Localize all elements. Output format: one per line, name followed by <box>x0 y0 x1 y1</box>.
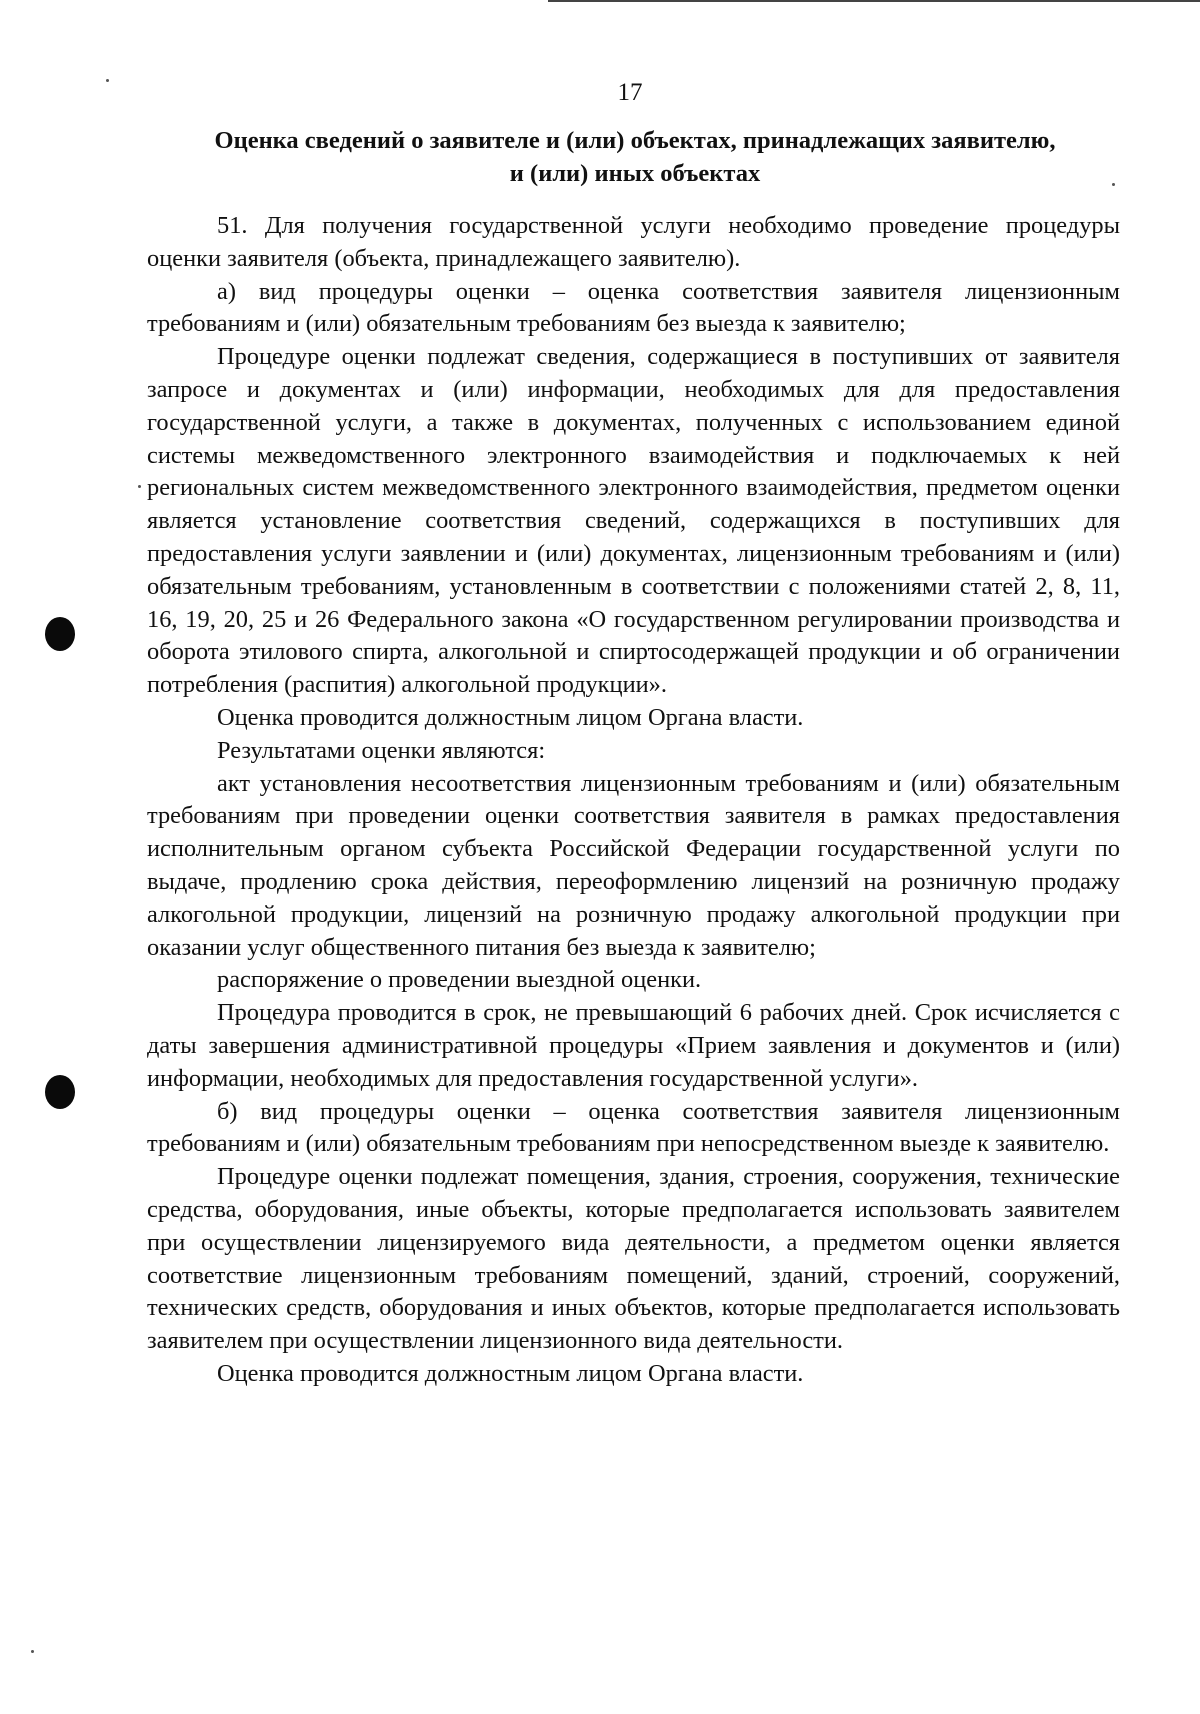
paragraph-result-act: акт установления несоответствия лицензионным требованиям и (или) обязательным требованиям при проведении оценки соответствия заявителя в рамках предоставления исполнительным органом субъекта Российской Федерации государственной услуги по выдаче, продлению срока действия, переоформлению лицензий на розничную продажу алкогольной продукции, лицензий на розничную продажу алкогольной продукции при оказании услуг общественного питания без выезда к заявителю; <box>147 769 1120 961</box>
paragraph-subpoint-a: а) вид процедуры оценки – оценка соответствия заявителя лицензионным требованиям и (или) обязательным требованиям без выезда к заявителю; <box>147 277 1120 338</box>
section-heading-line: Оценка сведений о заявителе и (или) объектах, принадлежащих заявителю, <box>214 127 1056 154</box>
paragraph-onsite-subject: Процедуре оценки подлежат помещения, здания, строения, сооружения, технические средства, оборудования, иные объекты, которые предполагается использовать заявителем при осуществлении лицензируемого вида деятельности, а предметом оценки является соответствие лицензионным требованиям помещений, зданий, строений, сооружений, технических средств, оборудования и иных объектов, которые предполагается использовать заявителем при осуществлении лицензионного вида деятельности. <box>147 1163 1120 1355</box>
paragraph-51-intro: 51. Для получения государственной услуги необходимо проведение процедуры оценки заявителя (объекта, принадлежащего заявителю). <box>147 212 1120 272</box>
section-heading <box>140 124 1130 190</box>
binder-hole-mark <box>45 1075 75 1109</box>
binder-hole-mark <box>45 617 75 651</box>
section-heading-line: и (или) иных объектах <box>509 160 761 187</box>
paragraph-subpoint-b: б) вид процедуры оценки – оценка соответствия заявителя лицензионным требованиям и (или) обязательным требованиям при непосредственном выезде к заявителю. <box>147 1097 1120 1158</box>
paragraph-results-intro: Результатами оценки являются: <box>217 736 546 764</box>
scan-speck <box>138 485 141 488</box>
paragraph-procedure-term: Процедура проводится в срок, не превышающий 6 рабочих дней. Срок исчисляется с даты завершения административной процедуры «Прием заявления и документов и (или) информации, необходимых для предоставления государственной услуги». <box>147 999 1120 1092</box>
paragraph-assessor: Оценка проводится должностным лицом Органа власти. <box>217 703 804 731</box>
document-body <box>147 210 1120 1391</box>
scan-top-edge-line <box>548 0 1200 2</box>
paragraph-result-order: распоряжение о проведении выездной оценки. <box>217 966 702 994</box>
scan-speck <box>31 1650 34 1653</box>
paragraph-assessment-subject: Процедуре оценки подлежат сведения, содержащиеся в поступивших от заявителя запросе и документах и (или) информации, необходимых для для предоставления государственной услуги, а также в документах, полученных с использованием единой системы межведомственного электронного взаимодействия и подключаемых к ней региональных систем межведомственного электронного взаимодействия, предметом оценки является установление соответствия сведений, содержащихся в поступивших для предоставления услуги заявлении и (или) документах, лицензионным требованиям и (или) обязательным требованиям, установленным в соответствии с положениями статей 2, 8, 11, 16, 19, 20, 25 и 26 Федерального закона «О государственном регулировании производства и оборота этилового спирта, алкогольной и спиртосодержащей продукции и об ограничении потребления (распития) алкогольной продукции». <box>147 343 1120 699</box>
page-number: 17 <box>617 79 643 106</box>
paragraph-assessor: Оценка проводится должностным лицом Органа власти. <box>217 1359 804 1387</box>
